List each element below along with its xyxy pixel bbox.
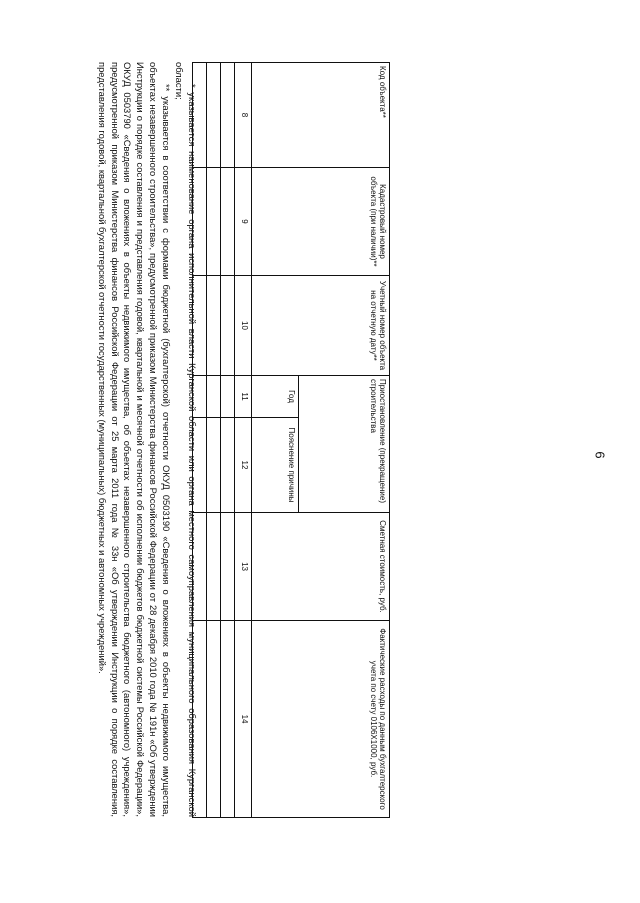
table-cell — [221, 621, 235, 818]
page-number: 6 — [592, 451, 608, 459]
header-registration-number: Учетный номер объекта на отчетную дату** — [252, 276, 390, 376]
table-cell — [207, 63, 221, 168]
table-row — [221, 63, 235, 818]
header-object-code: Код объекта** — [252, 63, 390, 168]
table-row — [207, 63, 221, 818]
header-reason: Пояснение причины — [252, 418, 299, 513]
table-cell — [207, 376, 221, 418]
column-number: 14 — [235, 621, 252, 818]
column-number: 9 — [235, 168, 252, 276]
header-actual-expenses: Фактические расходы по данным бухгалтерского учета по счету 0106Х1000, руб. — [252, 621, 390, 818]
objects-table — [192, 62, 390, 818]
header-year: Год — [252, 376, 299, 418]
table-cell — [207, 513, 221, 621]
column-number: 10 — [235, 276, 252, 376]
table-cell — [221, 376, 235, 418]
header-suspension: Приостановление (прекращение) строительства — [299, 376, 390, 513]
table-cell — [221, 63, 235, 168]
footnote-1: * указывается наименование органа исполнительной власти Курганской области или органа местного самоуправления муниципального образования Курганской области; — [174, 62, 198, 817]
table-cell — [221, 513, 235, 621]
table-cell — [207, 168, 221, 276]
header-cadastral-number: Кадастровый номер объекта (при наличии)** — [252, 168, 390, 276]
footnote-2: ** указывается в соответствии с формами бюджетной (бухгалтерской) отчетности ОКУД 0503190 «Сведения о вложениях в объекты недвижимого имущества, объектах незавершенного строительства», предусмотренной приказом Министерства финансов Российской Федерации от 28 декабря 2010 года № 191н «Об утверждении Инструкции о порядке составления и представления годовой, квартальной и месячной отчетности об исполнении бюджетов бюджетной системы Российской Федерации», ОКУД 0503790 «Сведения о вложениях в объекты недвижимого имущества, об объектах незавершенного строительства бюджетного (автономного) учреждения», предусмотренной приказом Министерства финансов Российской Федерации от 25 марта 2011 года № 33н «Об утверждении Инструкции о порядке составления, представления годовой, квартальной бухгалтерской отчетности государственных (муниципальных) бюджетных и автономных учреждений». — [96, 62, 173, 817]
header-estimated-cost: Сметная стоимость, руб. — [252, 513, 390, 621]
table-cell — [207, 621, 221, 818]
table-cell — [207, 418, 221, 513]
table-cell — [221, 168, 235, 276]
column-number: 8 — [235, 63, 252, 168]
column-number: 11 — [235, 376, 252, 418]
footnotes — [95, 62, 198, 817]
rotated-page-content — [96, 62, 390, 817]
table-cell — [207, 276, 221, 376]
column-number: 12 — [235, 418, 252, 513]
table-cell — [221, 418, 235, 513]
column-number: 13 — [235, 513, 252, 621]
table-cell — [221, 276, 235, 376]
